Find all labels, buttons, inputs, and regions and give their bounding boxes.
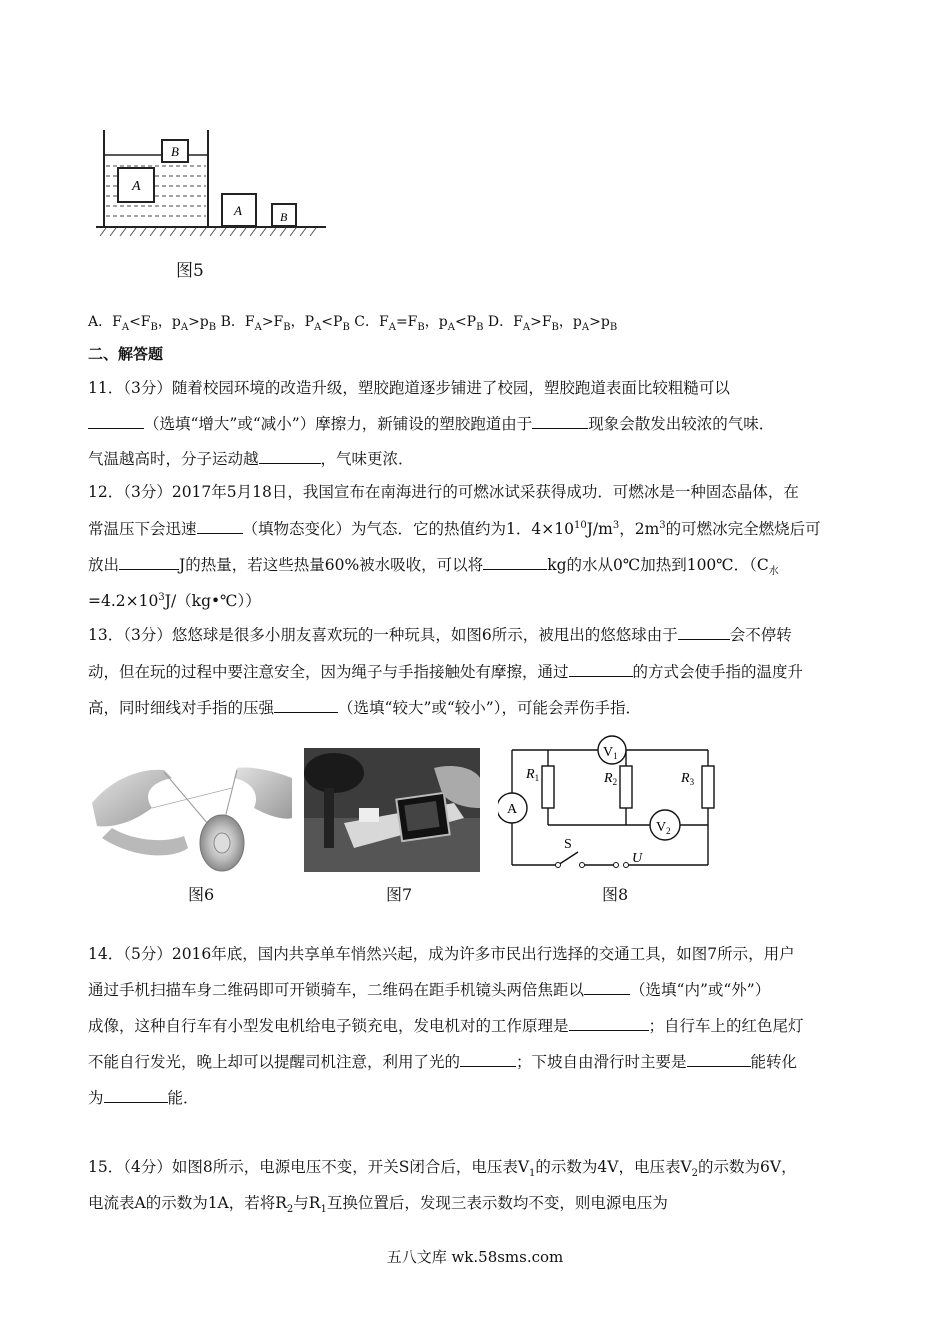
subscript: B xyxy=(150,321,158,333)
text: 放出 xyxy=(88,556,120,574)
block-a-ground-label: A xyxy=(234,203,242,218)
text: 会不停转 xyxy=(729,626,792,644)
q12-line-1: 12．（3分）2017年5月18日，我国宣布在南海进行的可燃冰试采获得成功．可燃冰是一种固态晶体，在 xyxy=(88,483,799,501)
option-c-text: C．F xyxy=(349,314,389,330)
r3-label: $R_3$ xyxy=(681,771,695,787)
q11-line-3 xyxy=(88,449,414,469)
q12-line-3 xyxy=(88,555,779,578)
text: >p xyxy=(589,314,610,330)
answer-blank[interactable] xyxy=(88,414,144,429)
text: ，p xyxy=(558,314,582,330)
figure-5-caption: 图5 xyxy=(176,261,204,281)
text: J/（kg•℃）） xyxy=(164,592,261,610)
subscript: A xyxy=(522,321,531,333)
text: ；下坡自由滑行时主要是 xyxy=(516,1053,687,1071)
figure-6 xyxy=(92,748,292,908)
subscript: 2 xyxy=(286,1204,294,1216)
text: <F xyxy=(129,314,151,330)
option-b-text: B．F xyxy=(216,314,255,330)
answer-blank[interactable] xyxy=(104,1088,168,1103)
option-d-text: D．F xyxy=(483,314,523,330)
subscript: A xyxy=(447,321,455,333)
q13-line-3 xyxy=(88,698,641,718)
section-title: 二、解答题 xyxy=(88,345,164,363)
option-a-text: A．F xyxy=(88,314,122,330)
answer-blank[interactable] xyxy=(259,449,321,464)
text: ，P xyxy=(290,314,315,330)
text: J/m xyxy=(586,520,613,538)
text: （选填“内”或“外”） xyxy=(630,981,771,999)
q12-line-2 xyxy=(88,519,821,539)
subscript: B xyxy=(283,321,291,333)
superscript: 3 xyxy=(659,519,666,531)
subscript: 1 xyxy=(320,1204,327,1216)
superscript: 3 xyxy=(612,519,620,531)
answer-blank[interactable] xyxy=(584,980,630,995)
text: 不能自行发光，晚上却可以提醒司机注意，利用了光的 xyxy=(88,1053,461,1071)
text: 通过手机扫描车身二维码即可开锁骑车，二维码在距手机镜头两倍焦距以 xyxy=(88,981,585,999)
q11-line-1: 11．（3分）随着校园环境的改造升级，塑胶跑道逐步铺进了校园，塑胶跑道表面比较粗糙可以 xyxy=(88,379,730,397)
subscript: 水 xyxy=(768,566,779,578)
answer-blank[interactable] xyxy=(532,414,588,429)
text: 13．（3分）悠悠球是很多小朋友喜欢玩的一种玩具，如图6所示，被甩出的悠悠球由于 xyxy=(88,626,678,644)
superscript: 10 xyxy=(573,519,587,531)
block-b-floating-label: B xyxy=(171,144,179,159)
r2-label: $R_2$ xyxy=(604,771,618,787)
text: （填物态变化）为气态．它的热值约为1．4×10 xyxy=(242,520,574,538)
text: 的可燃冰完全燃烧后可 xyxy=(665,520,821,538)
text: >F xyxy=(261,314,284,330)
text: ，气味更浓． xyxy=(320,450,414,468)
text: 动，但在玩的过程中要注意安全，因为绳子与手指接触处有摩擦，通过 xyxy=(88,663,569,681)
text: >p xyxy=(188,314,209,330)
figure-8-caption: 图8 xyxy=(602,885,629,904)
subscript: A xyxy=(254,321,262,333)
q15-line-1 xyxy=(88,1157,797,1180)
answer-blank[interactable] xyxy=(678,625,730,640)
q14-line-1: 14．（5分）2016年底，国内共享单车悄然兴起，成为许多市民出行选择的交通工具，如图7所示，用户 xyxy=(88,945,795,963)
source-label: U xyxy=(632,851,643,866)
subscript: A xyxy=(314,321,322,333)
subscript: B xyxy=(476,321,484,333)
figure-5 xyxy=(90,128,340,281)
text: J的热量，若这些热量60%被水吸收，可以将 xyxy=(179,556,484,574)
text: kg的水从0℃加热到100℃．（C xyxy=(547,556,769,574)
text: 高，同时细线对手指的压强 xyxy=(88,699,275,717)
text: 成像，这种自行车有小型发电机给电子锁充电，发电机对的工作原理是 xyxy=(88,1017,569,1035)
q15-line-2 xyxy=(88,1193,668,1216)
text: 的示数为6V， xyxy=(698,1158,797,1176)
text: =4.2×10 xyxy=(88,592,159,610)
q14-line-3 xyxy=(88,1016,804,1036)
text: 互换位置后，发现三表示数均不变，则电源电压为 xyxy=(326,1194,668,1212)
switch-label: S xyxy=(564,837,572,852)
text: <P xyxy=(454,314,477,330)
figure-5-diagram xyxy=(90,128,340,238)
text: 的方式会使手指的温度升 xyxy=(632,663,804,681)
ammeter-label: A xyxy=(507,802,518,817)
q14-line-5 xyxy=(88,1088,199,1108)
answer-blank[interactable] xyxy=(569,662,633,677)
q10-options xyxy=(88,312,617,332)
q11-line-2 xyxy=(88,414,774,434)
subscript: B xyxy=(417,321,425,333)
subscript: A xyxy=(180,321,189,333)
shared-bike-photo xyxy=(304,748,480,872)
text: ，2m xyxy=(619,520,660,538)
text: ，p xyxy=(157,314,181,330)
subscript: B xyxy=(551,321,559,333)
figure-6-caption: 图6 xyxy=(188,885,215,904)
text: 为 xyxy=(88,1089,104,1107)
voltmeter-2-label: $V_2$ xyxy=(656,820,671,836)
subscript: B xyxy=(208,321,217,333)
figure-7 xyxy=(304,748,480,908)
q13-line-1 xyxy=(88,625,792,645)
yoyo-hands-image xyxy=(92,748,292,878)
block-b-ground-label: B xyxy=(280,210,288,224)
text: 气温越高时，分子运动越 xyxy=(88,450,259,468)
answer-blank[interactable] xyxy=(460,1052,516,1067)
text: 电流表A的示数为1A，若将R xyxy=(88,1194,287,1212)
q14-line-4 xyxy=(88,1052,797,1072)
text: =F xyxy=(395,314,418,330)
text: 的示数为4V，电压表V xyxy=(535,1158,692,1176)
answer-blank[interactable] xyxy=(274,698,338,713)
text: ；自行车上的红色尾灯 xyxy=(648,1017,804,1035)
answer-blank[interactable] xyxy=(483,555,547,570)
subscript: A xyxy=(121,321,130,333)
subscript: 1 xyxy=(529,1168,536,1180)
circuit-diagram xyxy=(498,730,728,875)
answer-blank[interactable] xyxy=(569,1016,649,1031)
q14-line-2 xyxy=(88,980,770,1000)
superscript: 3 xyxy=(158,591,165,603)
q12-line-4 xyxy=(88,591,261,611)
q13-line-2 xyxy=(88,662,803,682)
text: 与R xyxy=(293,1194,321,1212)
r1-label: $R_1$ xyxy=(526,767,540,783)
text: 现象会散发出较浓的气味． xyxy=(588,415,775,433)
answer-blank[interactable] xyxy=(197,519,243,534)
block-a-in-water-label: A xyxy=(132,179,141,194)
subscript: B xyxy=(342,321,350,333)
subscript: A xyxy=(581,321,590,333)
text: 能转化 xyxy=(750,1053,798,1071)
figure-8 xyxy=(498,730,728,910)
text: （选填“较大”或“较小”），可能会弄伤手指． xyxy=(338,699,641,717)
answer-blank[interactable] xyxy=(687,1052,751,1067)
subscript: A xyxy=(388,321,396,333)
text: <P xyxy=(321,314,343,330)
answer-blank[interactable] xyxy=(119,555,179,570)
text: 能． xyxy=(167,1089,199,1107)
text: （选填“增大”或“减小”）摩擦力，新铺设的塑胶跑道由于 xyxy=(144,415,533,433)
subscript: B xyxy=(609,321,618,333)
figure-7-caption: 图7 xyxy=(386,885,413,904)
text: 15．（4分）如图8所示，电源电压不变，开关S闭合后，电压表V xyxy=(88,1158,530,1176)
page-footer: 五八文库 wk.58sms.com xyxy=(386,1248,564,1266)
text: ，p xyxy=(424,314,448,330)
subscript: 2 xyxy=(691,1168,699,1180)
text: >F xyxy=(530,314,552,330)
text: 常温压下会迅速 xyxy=(88,520,197,538)
voltmeter-1-label: $V_1$ xyxy=(603,745,618,761)
